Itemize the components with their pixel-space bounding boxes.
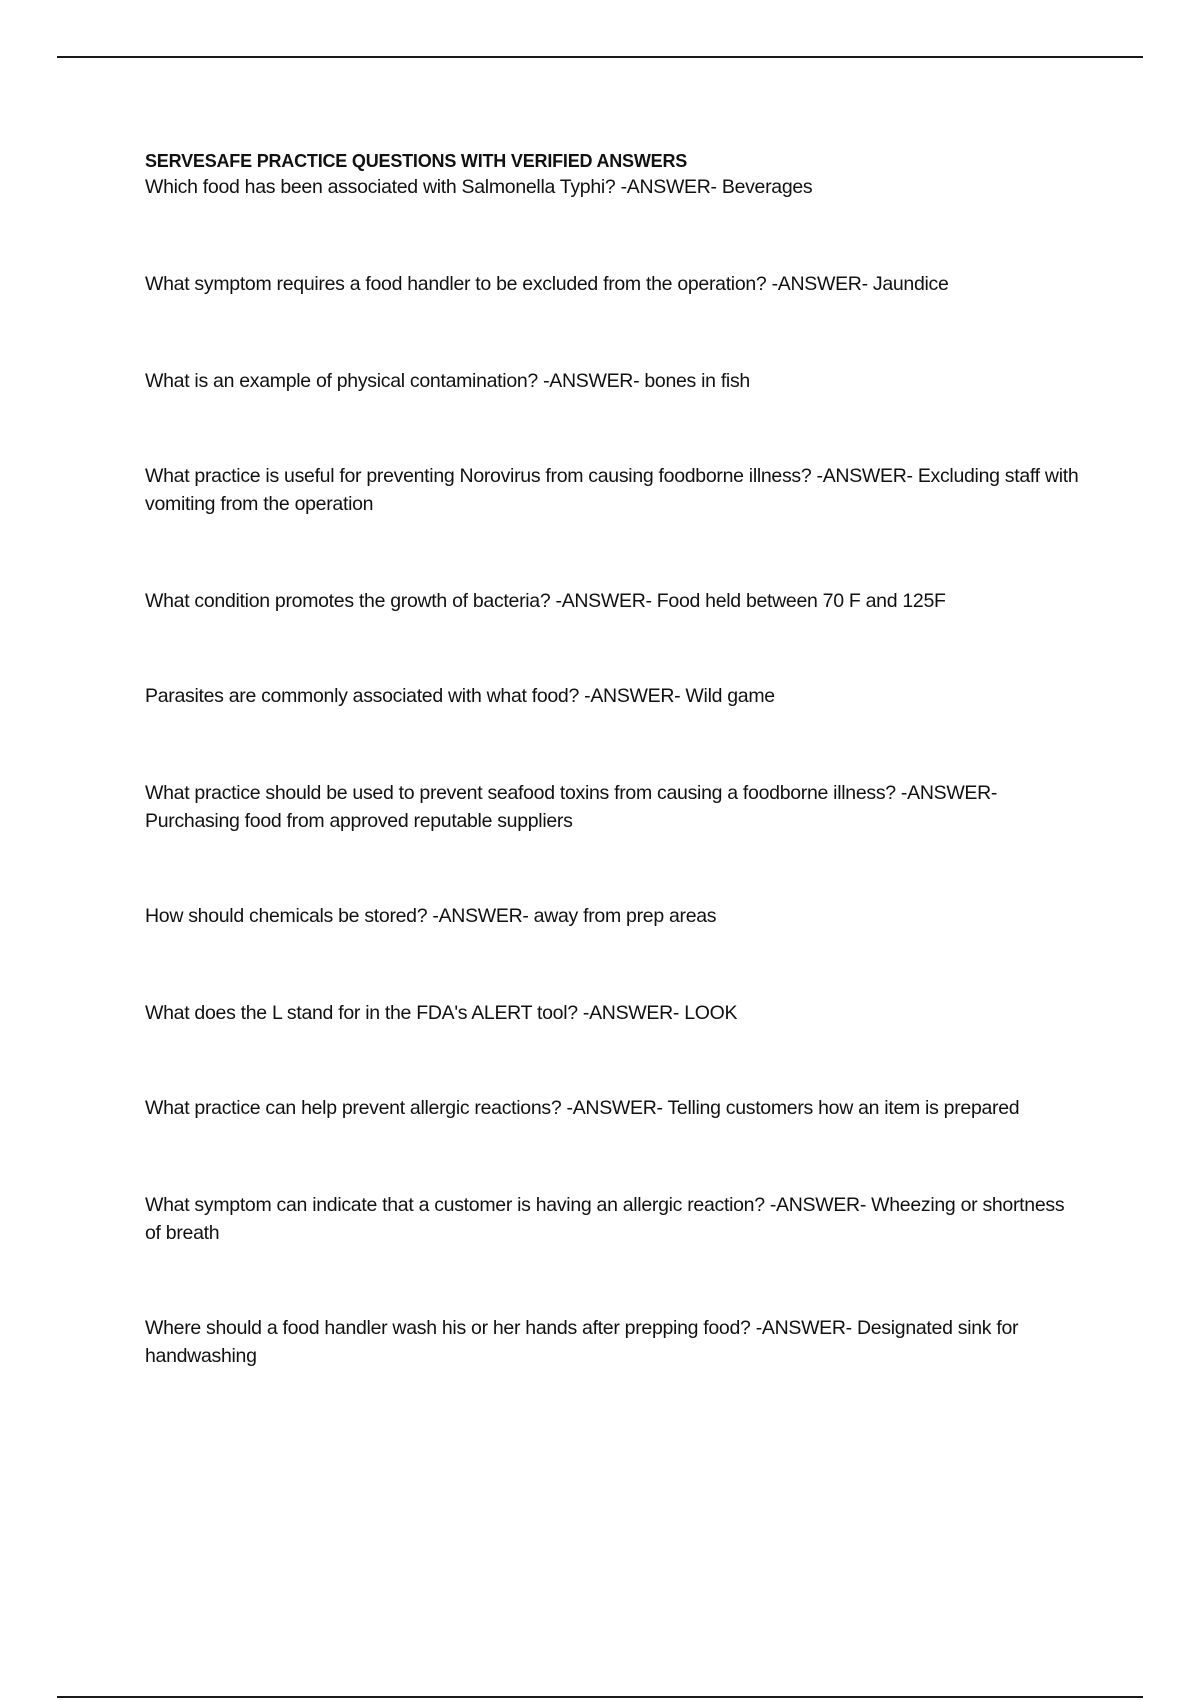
qa-item-4: What practice is useful for preventing Norovirus from causing foodborne illness? -ANSWER- Excluding staff with vomiting from the operation bbox=[145, 465, 1079, 515]
qa-item-5: What condition promotes the growth of bacteria? -ANSWER- Food held between 70 F and 125F bbox=[145, 590, 946, 612]
qa-item-11: What symptom can indicate that a customer is having an allergic reaction? -ANSWER- Wheezing or shortness of breath bbox=[145, 1194, 1065, 1244]
qa-item-6: Parasites are commonly associated with what food? -ANSWER- Wild game bbox=[145, 685, 775, 707]
qa-item-1: Which food has been associated with Salmonella Typhi? -ANSWER- Beverages bbox=[145, 176, 813, 198]
bottom-divider bbox=[57, 1696, 1143, 1698]
qa-item-10: What practice can help prevent allergic reactions? -ANSWER- Telling customers how an item is prepared bbox=[145, 1097, 1020, 1119]
qa-item-12: Where should a food handler wash his or her hands after prepping food? -ANSWER- Designated sink for handwashing bbox=[145, 1317, 1019, 1367]
top-divider bbox=[57, 56, 1143, 58]
qa-item-8: How should chemicals be stored? -ANSWER- away from prep areas bbox=[145, 905, 717, 927]
qa-item-3: What is an example of physical contamination? -ANSWER- bones in fish bbox=[145, 370, 750, 392]
qa-item-9: What does the L stand for in the FDA's ALERT tool? -ANSWER- LOOK bbox=[145, 1002, 738, 1024]
qa-item-2: What symptom requires a food handler to be excluded from the operation? -ANSWER- Jaundice bbox=[145, 273, 949, 295]
document-title: SERVESAFE PRACTICE QUESTIONS WITH VERIFIED ANSWERS bbox=[145, 151, 688, 171]
qa-item-7: What practice should be used to prevent seafood toxins from causing a foodborne illness? -ANSWER- Purchasing food from approved reputable suppliers bbox=[145, 782, 998, 832]
